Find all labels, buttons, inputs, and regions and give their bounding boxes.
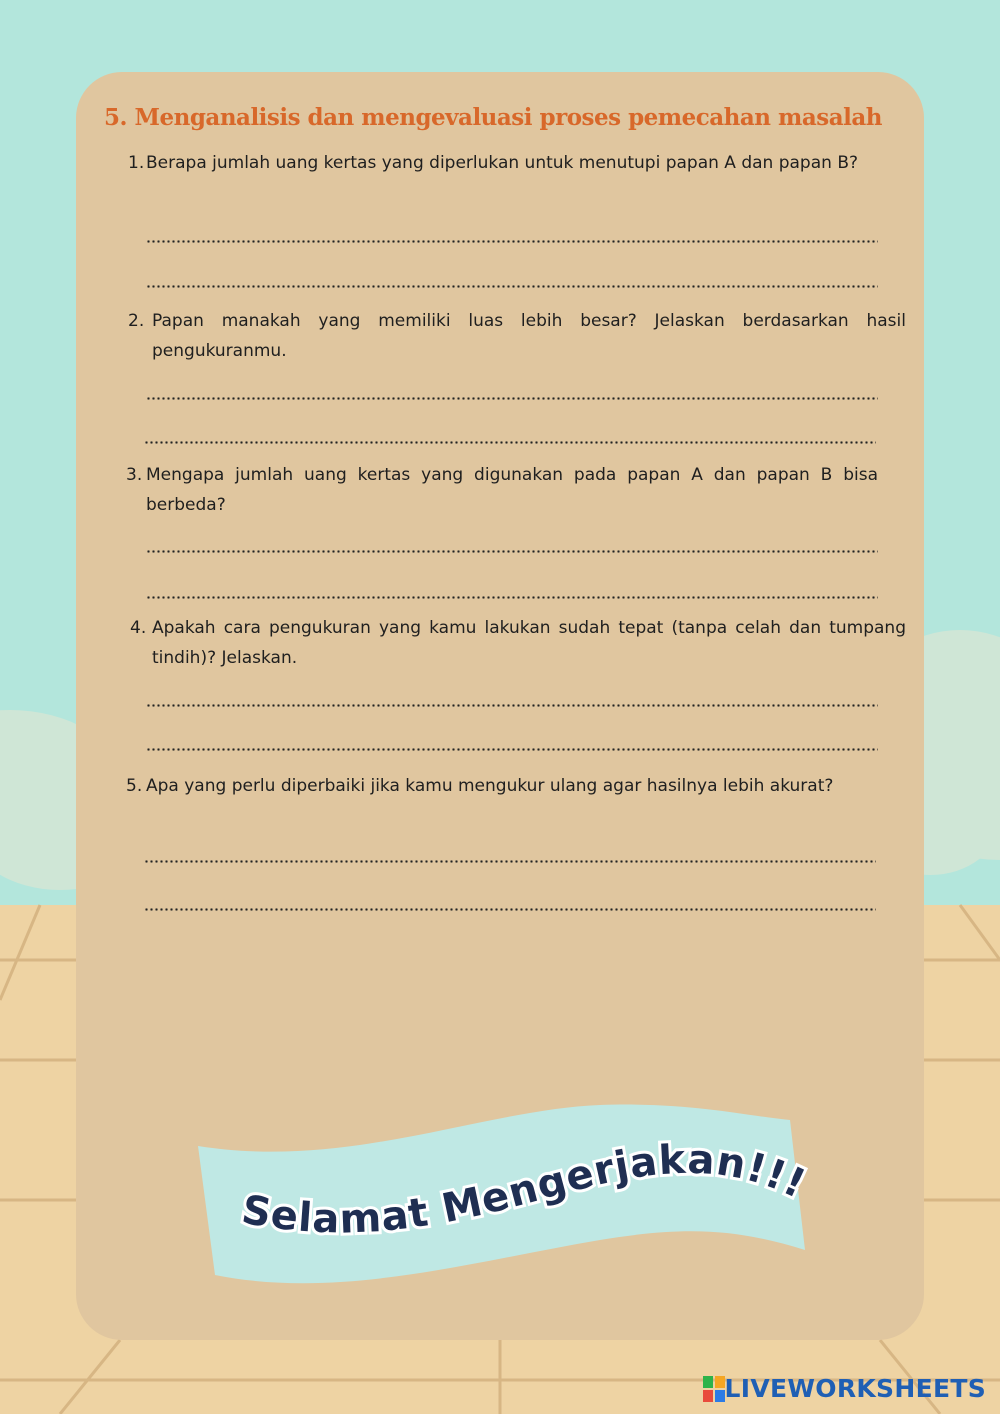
question-number: 3. — [126, 465, 143, 485]
banner-text: Selamat Mengerjakan!!! — [238, 1136, 813, 1243]
question-text: Papan manakah yang memiliki luas lebih besar? Jelaskan berdasarkan hasil pengukuranmu. — [152, 311, 906, 361]
question-text: Apa yang perlu diperbaiki jika kamu mengukur ulang agar hasilnya lebih akurat? — [146, 776, 834, 796]
question-text: Berapa jumlah uang kertas yang diperlukan untuk menutupi papan A dan papan B? — [146, 153, 859, 173]
question-number: 2. — [128, 311, 145, 331]
liveworksheets-logo[interactable] — [703, 1374, 986, 1403]
section-title: 5. Menganalisis dan mengevaluasi proses pemecahan masalah — [104, 104, 882, 131]
question-text: Apakah cara pengukuran yang kamu lakukan sudah tepat (tanpa celah dan tumpang tindih)? Jelaskan. — [152, 618, 906, 668]
question-number: 4. — [130, 618, 147, 638]
liveworksheets-logo-icon — [703, 1376, 725, 1402]
logo-text: LIVEWORKSHEETS — [724, 1374, 986, 1403]
question-number: 5. — [126, 776, 143, 796]
question-number: 1. — [128, 153, 145, 173]
question-text: Mengapa jumlah uang kertas yang digunakan pada papan A dan papan B bisa berbeda? — [146, 465, 878, 515]
